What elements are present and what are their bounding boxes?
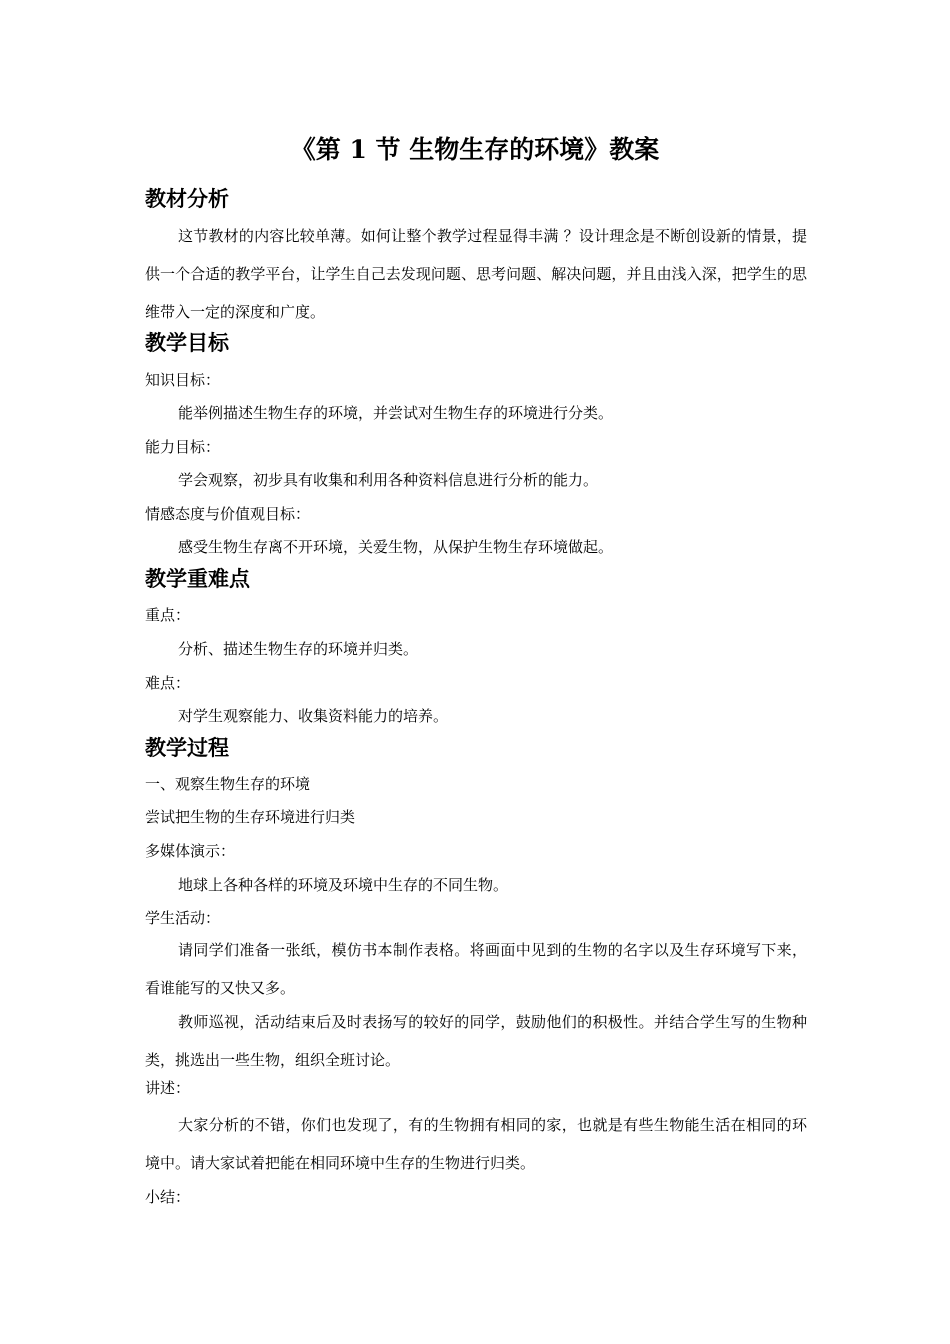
emotion-goal-text: 感受生物生存离不开环境，关爱生物，从保护生物生存环境做起。 (178, 538, 614, 556)
multimedia-label: 多媒体演示： (145, 842, 236, 860)
key-point-label: 重点： (145, 606, 191, 624)
student-activity-label: 学生活动： (145, 909, 221, 927)
student-activity-paragraph: 请同学们准备一张纸，模仿书本制作表格。将画面中见到的生物的名字以及生存环境写下来，看谁能写的又快又多。 (145, 941, 807, 997)
heading-key-difficult-points: 教学重难点 (145, 566, 250, 591)
key-point-text: 分析、描述生物生存的环境并归类。 (178, 640, 419, 658)
process-step-1-sub: 尝试把生物的生存环境进行归类 (145, 808, 356, 826)
difficult-point-label: 难点： (145, 674, 191, 692)
ability-goal-text: 学会观察，初步具有收集和利用各种资料信息进行分析的能力。 (178, 471, 599, 489)
emotion-goal-label: 情感态度与价值观目标： (145, 505, 311, 523)
process-step-1: 一、观察生物生存的环境 (145, 775, 311, 793)
difficult-point-text: 对学生观察能力、收集资料能力的培养。 (178, 707, 449, 725)
ability-goal-label: 能力目标： (145, 438, 221, 456)
material-analysis-paragraph: 这节教材的内容比较单薄。如何让整个教学过程显得丰满 ？设计理念是不断创设新的情景，提供一个合适的教学平台，让学生自己去发现问题、思考问题、解决问题，并且由浅入深，把学生的思维带入一定的深度和广度。 (145, 227, 807, 321)
summary-label: 小结： (145, 1188, 191, 1206)
knowledge-goal-label: 知识目标： (145, 371, 221, 389)
knowledge-goal-text: 能举例描述生物生存的环境，并尝试对生物生存的环境进行分类。 (178, 404, 614, 422)
heading-teaching-process: 教学过程 (145, 735, 229, 760)
document-title: 《第 1 节 生物生存的环境》教案 (290, 135, 660, 164)
multimedia-text: 地球上各种各样的环境及环境中生存的不同生物。 (178, 876, 509, 894)
heading-material-analysis: 教材分析 (145, 186, 229, 211)
narration-label: 讲述： (145, 1079, 191, 1097)
teacher-activity-paragraph: 教师巡视，活动结束后及时表扬写的较好的同学，鼓励他们的积极性。并结合学生写的生物种类，挑选出一些生物，组织全班讨论。 (145, 1013, 807, 1069)
narration-paragraph: 大家分析的不错，你们也发现了，有的生物拥有相同的家，也就是有些生物能生活在相同的环境中。请大家试着把能在相同环境中生存的生物进行归类。 (145, 1116, 807, 1172)
heading-teaching-goals: 教学目标 (145, 330, 229, 355)
